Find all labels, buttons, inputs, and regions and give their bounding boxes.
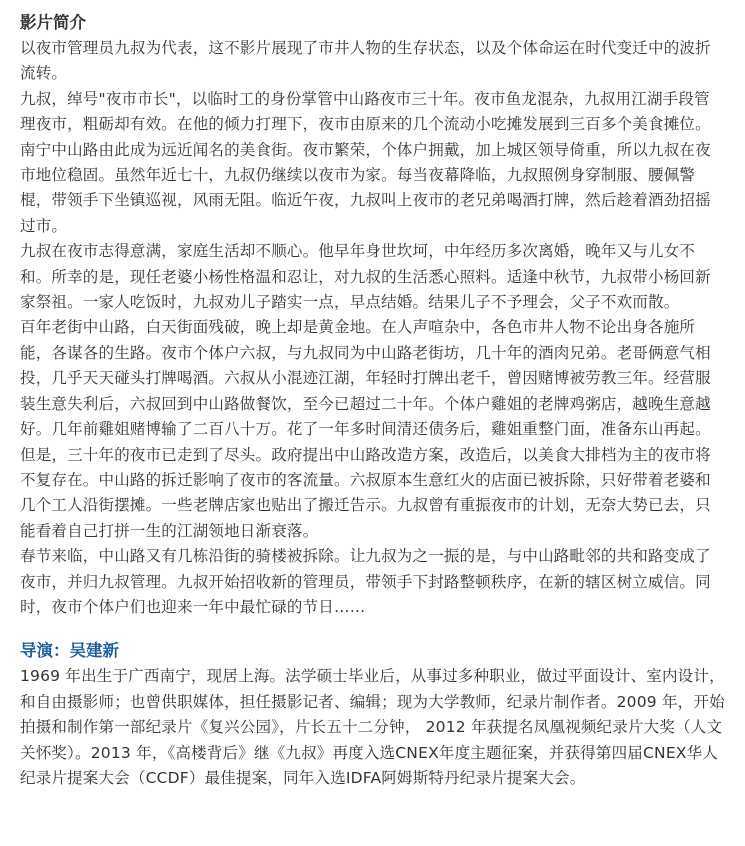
director-bio: 1969 年出生于广西南宁，现居上海。法学硕士毕业后，从事过多种职业，做过平面设计、室内设计，和自由摄影师；也曾供职媒体，担任摄影记者、编辑；现为大学教师，纪录片制作者。2009 年，开始拍摄和制作第一部纪录片《复兴公园》，片长五十二分钟， 2012 年获提名凤凰视频纪录片大奖（人文关怀奖）。2013 年，《高楼背后》继《九叔》再度入选CNEX年度主题征案，并获得第四届CNEX华人纪录片提案大会（CCDF）最佳提案，同年入选IDFA阿姆斯特丹纪录片提案大会。 — [20, 667, 725, 787]
synopsis-paragraph-4: 百年老街中山路，白天街面残破，晚上却是黄金地。在人声喧杂中，各色市井人物不论出身各施所能，各谋各的生路。夜市个体户六叔，与九叔同为中山路老街坊，几十年的酒肉兄弟。老哥俩意气相投，几乎天天碰头打牌喝酒。六叔从小混迹江湖，年轻时打牌出老千，曾因赌博被劳教三年。经营服装生意失利后，六叔回到中山路做餐饮，至今已超过二十年。个体户雞姐的老牌鸡粥店，越晚生意越好。几年前雞姐赌博输了二百八十万。花了一年多时间清还债务后，雞姐重整门面，准备东山再起。 — [20, 318, 711, 439]
director-heading: 导演：吴建新 — [20, 641, 119, 661]
synopsis-paragraph-2: 九叔，绰号"夜市市长"，以临时工的身份掌管中山路夜市三十年。夜市鱼龙混杂，九叔用江湖手段管理夜市，粗砺却有效。在他的倾力打理下，夜市由原来的几个流动小吃摊发展到三百多个美食摊位。南宁中山路由此成为远近闻名的美食街。夜市繁荣，个体户拥戴，加上城区领导倚重，所以九叔在夜市地位稳固。虽然年近七十，九叔仍继续以夜市为家。每当夜幕降临，九叔照例身穿制服、腰佩警棍，带领手下坐镇巡视，风雨无阻。临近午夜，九叔叫上夜市的老兄弟喝酒打牌，然后趁着酒劲招摇过市。 — [20, 89, 711, 235]
synopsis-paragraph-1: 以夜市管理员九叔为代表，这不影片展现了市井人物的生存状态，以及个体命运在时代变迁中的波折流转。 — [20, 39, 711, 83]
synopsis-paragraph-3: 九叔在夜市志得意满，家庭生活却不顺心。他早年身世坎坷，中年经历多次离婚，晚年又与儿女不和。所幸的是，现任老婆小杨性格温和忍让，对九叔的生活悉心照料。适逢中秋节，九叔带小杨回新家祭祖。一家人吃饭时，九叔劝儿子踏实一点，早点结婚。结果儿子不予理会，父子不欢而散。 — [20, 242, 711, 312]
synopsis-paragraph-5: 但是，三十年的夜市已走到了尽头。政府提出中山路改造方案，改造后，以美食大排档为主的夜市将不复存在。中山路的拆迁影响了夜市的客流量。六叔原本生意红火的店面已被拆除，只好带着老婆和几个工人沿街摆摊。一些老牌店家也贴出了搬迁告示。九叔曾有重振夜市的计划，无奈大势已去，只能看着自己打拼一生的江湖领地日渐衰落。 — [20, 445, 711, 540]
synopsis-paragraph-6: 春节来临，中山路又有几栋沿街的骑楼被拆除。让九叔为之一振的是，与中山路毗邻的共和路变成了夜市，并归九叔管理。九叔开始招收新的管理员，带领手下封路整顿秩序，在新的辖区树立威信。同时，夜市个体户们也迎来一年中最忙碌的节日…… — [20, 547, 711, 616]
synopsis-heading: 影片简介 — [20, 13, 86, 32]
